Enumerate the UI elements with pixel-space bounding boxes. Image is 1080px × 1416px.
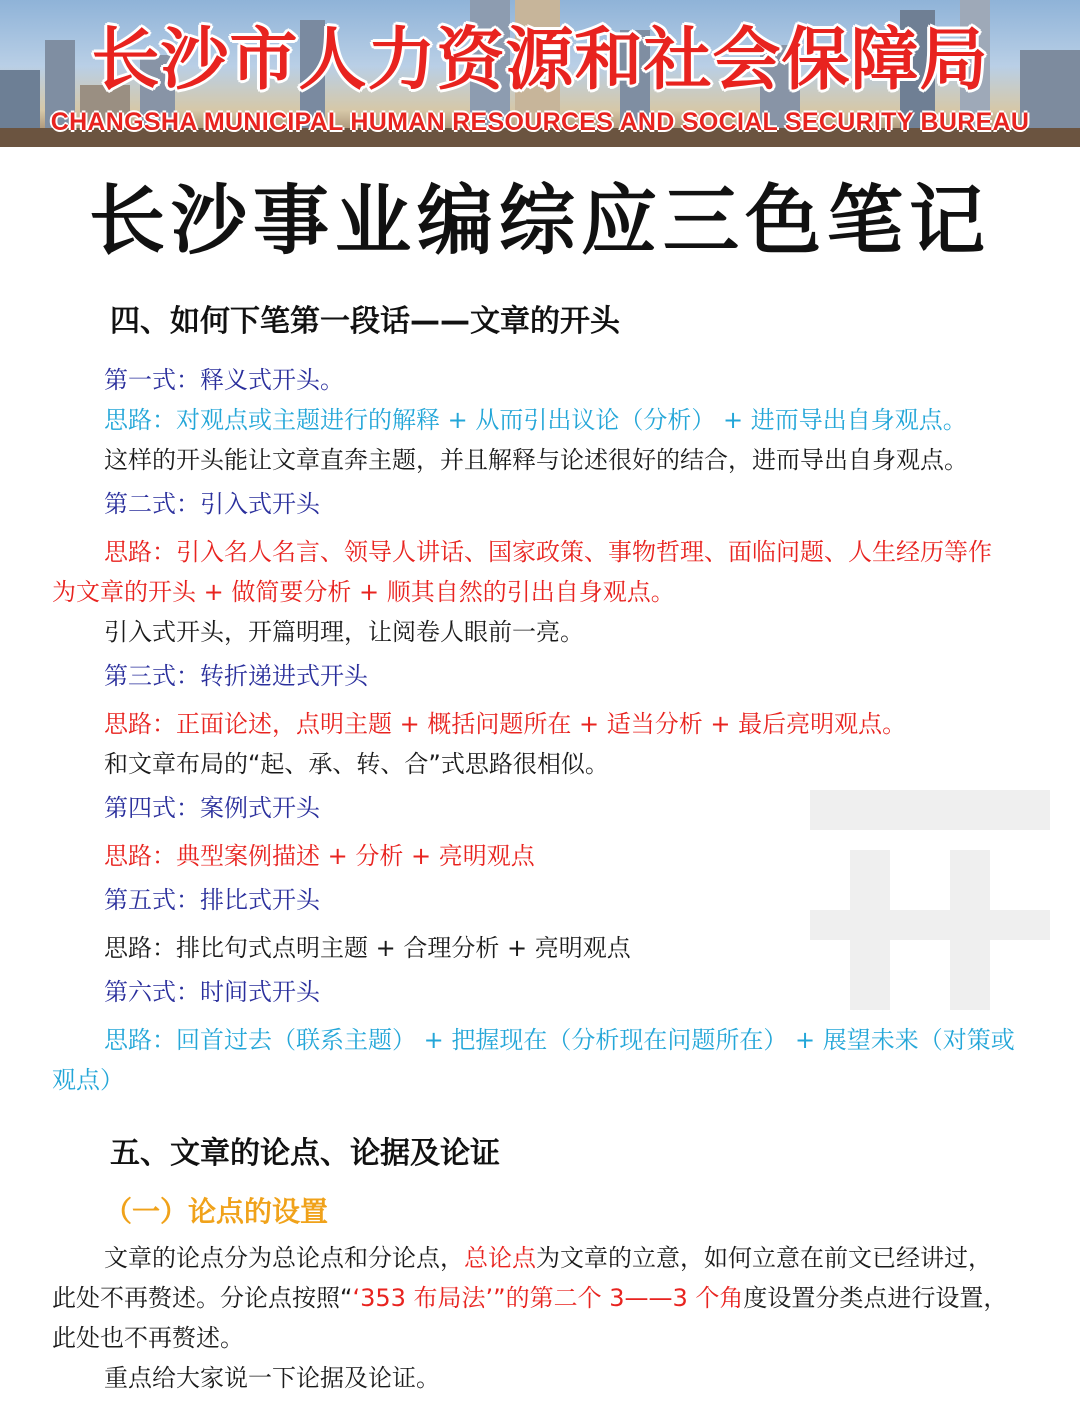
section-heading-5: 五、文章的论点、论据及论证 xyxy=(110,1136,500,1171)
method-2-title: 第二式：引入式开头 xyxy=(104,490,320,518)
method-6-idea-line2: 观点） xyxy=(52,1066,124,1094)
method-5-idea: 思路：排比句式点明主题 + 合理分析 + 亮明观点 xyxy=(104,934,631,962)
method-3-note: 和文章布局的“起、承、转、合”式思路很相似。 xyxy=(104,750,609,778)
highlight-total-thesis: 总论点 xyxy=(464,1244,536,1272)
method-1-note: 这样的开头能让文章直奔主题，并且解释与论述很好的结合，进而导出自身观点。 xyxy=(104,446,968,474)
paragraph-line-2 xyxy=(52,1278,1007,1318)
banner-subtitle: CHANGSHA MUNICIPAL HUMAN RESOURCES AND SOCIAL SECURITY BUREAU xyxy=(50,108,1030,136)
method-6-idea-line1: 思路：回首过去（联系主题） + 把握现在（分析现在问题所在） + 展望未来（对策或 xyxy=(104,1026,1015,1054)
method-1-idea: 思路：对观点或主题进行的解释 + 从而引出议论（分析） + 进而导出自身观点。 xyxy=(104,406,967,434)
banner-title: 长沙市人力资源和社会保障局 xyxy=(91,21,989,100)
subsection-heading: （一）论点的设置 xyxy=(104,1195,329,1228)
method-2-idea-line2: 为文章的开头 + 做简要分析 + 顺其自然的引出自身观点。 xyxy=(52,578,675,606)
text-run: 为文章的立意，如何立意在前文已经讲过， xyxy=(536,1244,992,1272)
method-3-idea: 思路：正面论述，点明主题 + 概括问题所在 + 适当分析 + 最后亮明观点。 xyxy=(104,710,907,738)
method-2-note: 引入式开头，开篇明理，让阅卷人眼前一亮。 xyxy=(104,618,584,646)
highlight-353-method: ‘353 布局法’ xyxy=(352,1284,494,1312)
method-3-title: 第三式：转折递进式开头 xyxy=(104,662,368,690)
text-run: 文章的论点分为总论点和分论点， xyxy=(104,1244,464,1272)
paragraph-line-4: 重点给大家说一下论据及论证。 xyxy=(104,1364,440,1392)
method-4-idea: 思路：典型案例描述 + 分析 + 亮明观点 xyxy=(104,842,535,870)
method-4-title: 第四式：案例式开头 xyxy=(104,794,320,822)
paragraph-line-1 xyxy=(104,1238,992,1278)
highlight-angles: ”的第二个 3——3 个角 xyxy=(493,1284,744,1312)
text-run: 此处不再赘述。分论点按照“ xyxy=(52,1284,353,1312)
method-2-idea-line1: 思路：引入名人名言、领导人讲话、国家政策、事物哲理、面临问题、人生经历等作 xyxy=(104,538,992,566)
section-heading-4: 四、如何下笔第一段话——文章的开头 xyxy=(110,304,620,339)
banner xyxy=(0,0,1080,147)
method-5-title: 第五式：排比式开头 xyxy=(104,886,320,914)
page-title: 长沙事业编综应三色笔记 xyxy=(89,176,991,265)
method-1-title: 第一式：释义式开头。 xyxy=(104,366,344,394)
text-run: 度设置分类点进行设置， xyxy=(743,1284,1008,1312)
paragraph-line-3: 此处也不再赘述。 xyxy=(52,1324,244,1352)
watermark-graphic xyxy=(790,770,1070,1030)
method-6-title: 第六式：时间式开头 xyxy=(104,978,320,1006)
